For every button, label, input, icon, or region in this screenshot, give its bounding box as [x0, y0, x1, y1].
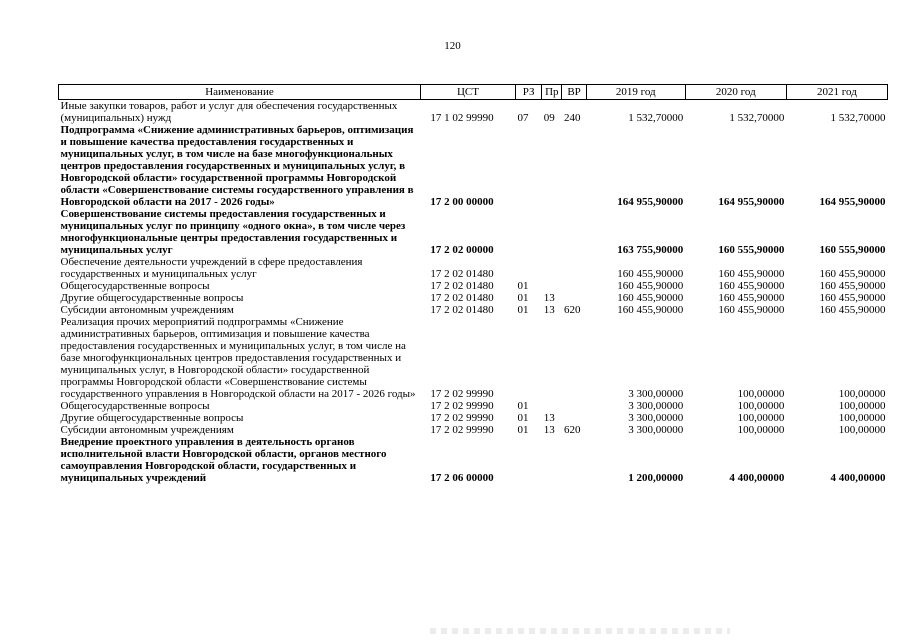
row-2021: 4 400,00000	[830, 472, 886, 484]
row-rz: 01	[517, 304, 529, 316]
row-rz: 01	[517, 292, 529, 304]
row-2020: 100,00000	[737, 412, 785, 424]
header-2020: 2020 год	[685, 85, 786, 100]
row-name: Общегосударственные вопросы	[60, 400, 210, 412]
row-2021: 100,00000	[838, 400, 886, 412]
row-2019: 3 300,00000	[628, 412, 684, 424]
row-2021: 100,00000	[838, 424, 886, 436]
table-row	[59, 124, 888, 208]
row-name: Совершенствование системы предоставления государственных и муниципальных услуг по принципу «одного окна», в том числе через многофункциональные центры предоставления государственных и муниципальных услуг	[60, 208, 406, 256]
row-pr: 13	[543, 292, 555, 304]
row-name: Субсидии автономным учреждениям	[60, 424, 234, 436]
row-name: Реализация прочих мероприятий подпрограммы «Снижение административных барьеров, оптимизация и повышение качества предоставления государственных и муниципальных услуг, в том числе на базе многофункциональных центров предоставления государственных и муниципальных услуг, в Новгородской области» государственной программы Новгородской области «Совершенствование системы государственного управления в Новгородской области на 2017 - 2026 годы»	[60, 316, 416, 400]
page-number: 120	[444, 40, 461, 52]
table-row	[59, 292, 888, 304]
row-2019: 3 300,00000	[628, 424, 684, 436]
row-rz: 07	[517, 112, 529, 124]
row-2020: 1 532,70000	[729, 112, 785, 124]
row-2019: 1 200,00000	[628, 472, 684, 484]
row-rz	[515, 208, 541, 256]
row-2019: 160 455,90000	[617, 280, 684, 292]
row-2019: 1 532,70000	[628, 112, 684, 124]
row-pr	[542, 124, 562, 208]
row-rz: 01	[517, 400, 529, 412]
row-name: Подпрограмма «Снижение административных барьеров, оптимизация и повышение качества предоставления государственных и муниципальных услуг, в том числе на базе многофункциональных центров предоставления государственных и муниципальных услуг, в Новгородской области» государственной программы Новгородской области «Совершенствование системы государственного управления в Новгородской области на 2017 - 2026 годы»	[60, 124, 414, 208]
row-name: Субсидии автономным учреждениям	[60, 304, 234, 316]
row-2019: 163 755,90000	[617, 244, 684, 256]
table-row	[59, 316, 888, 400]
row-2020: 160 455,90000	[718, 292, 785, 304]
row-2020: 164 955,90000	[718, 196, 785, 208]
row-2021: 164 955,90000	[819, 196, 886, 208]
row-2020: 160 455,90000	[718, 268, 785, 280]
row-pr: 09	[543, 112, 555, 124]
header-name: Наименование	[59, 85, 421, 100]
row-name: Обеспечение деятельности учреждений в сфере предоставления государственных и муниципальных услуг	[60, 256, 363, 280]
row-rz	[515, 256, 541, 280]
row-cst: 17 2 02 01480	[430, 268, 494, 280]
row-2019: 160 455,90000	[617, 292, 684, 304]
table-row	[59, 436, 888, 484]
row-pr	[542, 280, 562, 292]
row-rz: 01	[517, 280, 529, 292]
row-cst: 17 1 02 99990	[430, 112, 494, 124]
row-vr: 620	[563, 304, 581, 316]
row-pr: 13	[543, 424, 555, 436]
row-vr: 240	[563, 112, 581, 124]
row-2021: 100,00000	[838, 412, 886, 424]
header-2019: 2019 год	[586, 85, 685, 100]
row-2021: 160 455,90000	[819, 292, 886, 304]
row-name: Другие общегосударственные вопросы	[60, 412, 244, 424]
row-2020: 4 400,00000	[729, 472, 785, 484]
header-pr: Пр	[542, 85, 562, 100]
row-rz: 01	[517, 424, 529, 436]
row-vr	[562, 280, 586, 292]
row-pr	[542, 400, 562, 412]
row-name: Внедрение проектного управления в деятельность органов исполнительной власти Новгородской области, органов местного самоуправления Новгородской области, государственных и муниципальных учреждений	[60, 436, 387, 484]
scan-artifact	[430, 628, 730, 634]
row-cst: 17 2 00 00000	[430, 196, 494, 208]
row-vr	[562, 124, 586, 208]
row-2020: 160 455,90000	[718, 304, 785, 316]
row-name: Общегосударственные вопросы	[60, 280, 210, 292]
row-2019: 164 955,90000	[617, 196, 684, 208]
table-row	[59, 256, 888, 280]
row-2019: 160 455,90000	[617, 304, 684, 316]
row-2021: 100,00000	[838, 388, 886, 400]
row-cst: 17 2 02 01480	[430, 292, 494, 304]
row-2021: 160 455,90000	[819, 304, 886, 316]
table-row	[59, 280, 888, 292]
budget-table	[58, 84, 888, 484]
row-cst: 17 2 02 99990	[430, 424, 494, 436]
header-vr: ВР	[562, 85, 586, 100]
table-row	[59, 208, 888, 256]
header-cst: ЦСТ	[420, 85, 515, 100]
row-pr: 13	[543, 412, 555, 424]
row-pr	[542, 256, 562, 280]
row-name: Другие общегосударственные вопросы	[60, 292, 244, 304]
row-vr	[562, 292, 586, 304]
table-row	[59, 400, 888, 412]
table-row	[59, 304, 888, 316]
header-2021: 2021 год	[786, 85, 887, 100]
row-cst: 17 2 02 99990	[430, 388, 494, 400]
table-header-row	[59, 85, 888, 100]
row-rz	[515, 316, 541, 400]
row-2020: 100,00000	[737, 388, 785, 400]
table-row	[59, 424, 888, 436]
row-2021: 1 532,70000	[830, 112, 886, 124]
row-2021: 160 555,90000	[819, 244, 886, 256]
row-2020: 100,00000	[737, 400, 785, 412]
row-vr	[562, 400, 586, 412]
row-cst: 17 2 02 99990	[430, 400, 494, 412]
row-2019: 3 300,00000	[628, 400, 684, 412]
row-cst: 17 2 02 01480	[430, 304, 494, 316]
row-cst: 17 2 02 99990	[430, 412, 494, 424]
row-2021: 160 455,90000	[819, 268, 886, 280]
row-rz: 01	[517, 412, 529, 424]
row-vr	[562, 256, 586, 280]
row-cst: 17 2 02 01480	[430, 280, 494, 292]
row-name: Иные закупки товаров, работ и услуг для обеспечения государственных (муниципальных) нужд	[60, 100, 398, 124]
header-rz: РЗ	[515, 85, 541, 100]
row-pr	[542, 436, 562, 484]
row-cst: 17 2 06 00000	[430, 472, 494, 484]
row-rz	[515, 436, 541, 484]
row-cst: 17 2 02 00000	[430, 244, 494, 256]
row-2021: 160 455,90000	[819, 280, 886, 292]
table-row	[59, 412, 888, 424]
row-2020: 100,00000	[737, 424, 785, 436]
row-2020: 160 555,90000	[718, 244, 785, 256]
row-vr	[562, 436, 586, 484]
row-2019: 3 300,00000	[628, 388, 684, 400]
row-rz	[515, 124, 541, 208]
table-row	[59, 100, 888, 125]
row-pr	[542, 208, 562, 256]
row-2020: 160 455,90000	[718, 280, 785, 292]
row-2019: 160 455,90000	[617, 268, 684, 280]
row-vr	[562, 208, 586, 256]
row-vr	[562, 412, 586, 424]
row-pr	[542, 316, 562, 400]
row-vr	[562, 316, 586, 400]
row-pr: 13	[543, 304, 555, 316]
row-vr: 620	[563, 424, 581, 436]
